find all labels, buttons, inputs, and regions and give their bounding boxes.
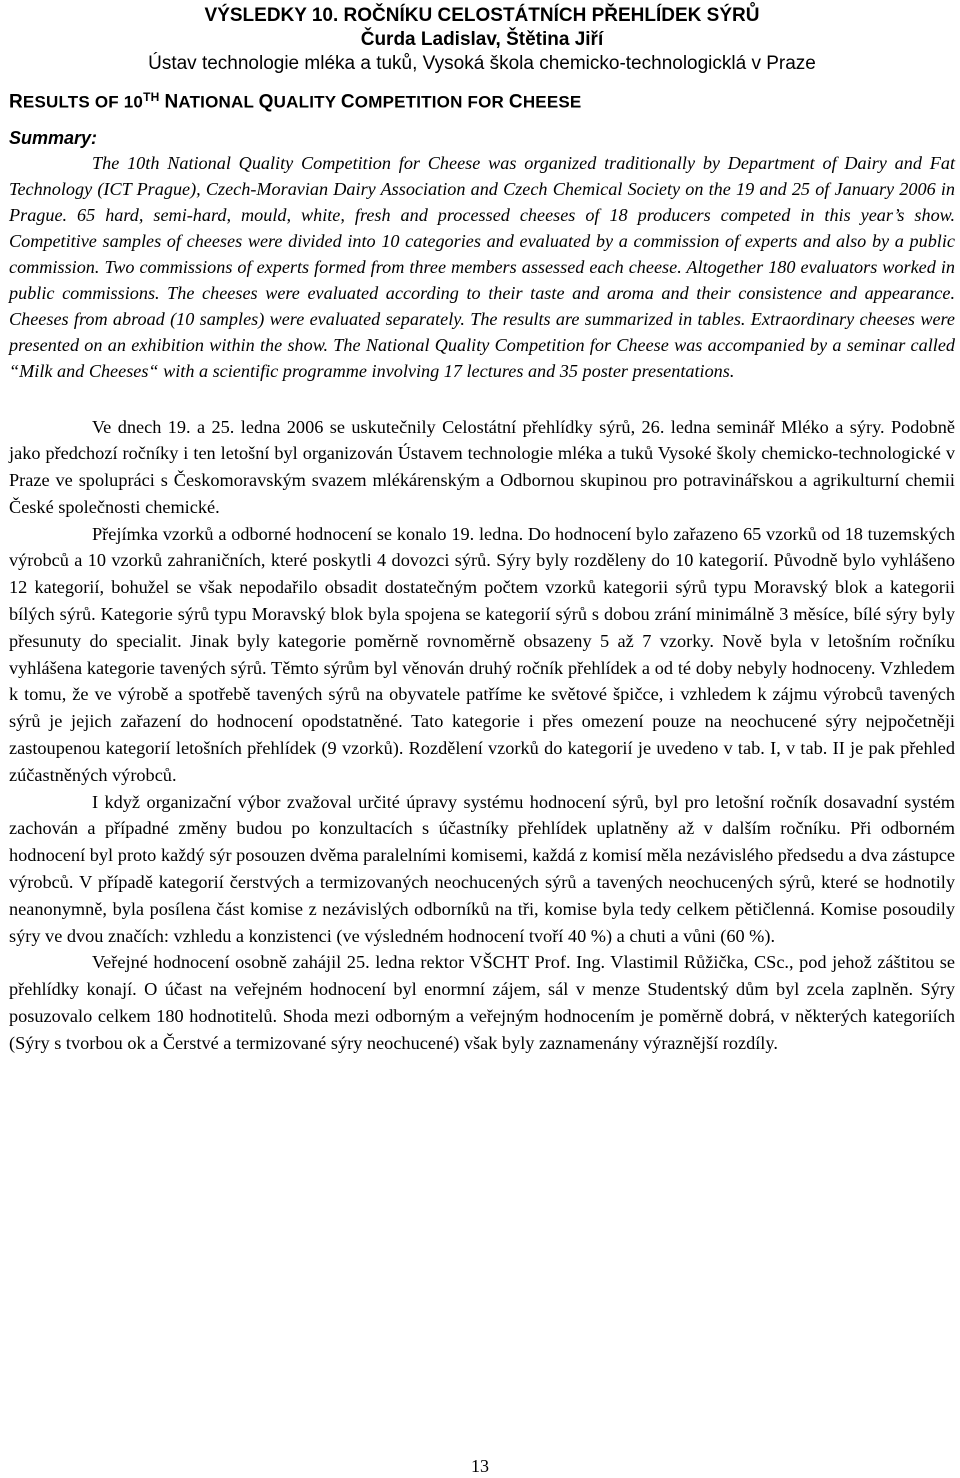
english-title: RESULTS OF 10TH NATIONAL QUALITY COMPETITION FOR CHEESE — [9, 90, 582, 113]
summary-label: Summary: — [9, 127, 98, 148]
document-title: VÝSLEDKY 10. ROČNÍKU CELOSTÁTNÍCH PŘEHLÍDEK SÝRŮ — [204, 5, 760, 26]
summary-text: The 10th National Quality Competition for Cheese was organized traditionally by Department of Dairy and Fat Technology (ICT Prague), Czech-Moravian Dairy Association and Czech Chemical Society on the 19 and 25 of January 2006 in Prague. 65 hard, semi-hard, mould, white, fresh and processed cheeses of 18 producers competed in this year’s show. Competitive samples of cheeses were divided into 10 categories and evaluated by a commission of experts and also by a public commission. Two commissions of experts formed from three members assessed each cheese. Altogether 180 evaluators worked in public commissions. The cheeses were evaluated according to their taste and aroma and their consistence and appearance. Cheeses from abroad (10 samples) were evaluated separately. The results are summarized in tables. Extraordinary cheeses were presented on an exhibition within the show. The National Quality Competition for Cheese was accompanied by a seminar called “Milk and Cheeses“ with a scientific programme involving 17 lectures and 35 poster presentations. — [9, 152, 955, 382]
body-paragraph: Přejímka vzorků a odborné hodnocení se konalo 19. ledna. Do hodnocení bylo zařazeno 65 vzorků od 18 tuzemských výrobců a 10 vzorků zahraničních, které poskytli 4 dovozci sýrů. Sýry byly rozděleny do 10 kategorií. Původně bylo vyhlášeno 12 kategorií, bohužel se však nepodařilo obsadit dostatečným počtem vzorků kategorii sýrů typu Moravský blok a kategorii bílých sýrů. Kategorie sýrů typu Moravský blok byla spojena se kategorií sýrů s dobou zrání minimálně 3 měsíce, bílé sýry byly přesunuty do specialit. Jinak byly kategorie poměrně rovnoměrně obsazeny 5 až 7 vzorky. Nově byla v letošním ročníku vyhlášena kategorie tavených sýrů. Těmto sýrům byl věnován druhý ročník přehlídek a od té doby nebyly hodnoceny. Vzhledem k tomu, že ve výrobě a spotřebě tavených sýrů na obyvatele patříme ke světové špičce, i vzhledem k zájmu výrobců tavených sýrů je jejich zařazení do hodnocení opodstatněné. Tato kategorie i přes omezení pouze na neochucené sýry nejpočetněji zastoupenou kategorií letošních přehlídek (9 vzorků). Rozdělení vzorků do kategorií je uvedeno v tab. I, v tab. II je pak přehled zúčastněných výrobců. — [9, 523, 955, 785]
body-paragraph: Veřejné hodnocení osobně zahájil 25. ledna rektor VŠCHT Prof. Ing. Vlastimil Růžička, CSc., pod jehož záštitou se přehlídky konají. O účast na veřejném hodnocení byl enormní zájem, sál v menze Studentský dům byl zcela zaplněn. Sýry posuzovalo celkem 180 hodnotitelů. Shoda mezi odborným a veřejným hodnocením je poměrně dobrá, v některých kategoriích (Sýry s tvorbou ok a Čerstvé a termizované sýry neochucené) však byly zaznamenány výraznější rozdíly. — [9, 952, 955, 1053]
body-paragraph: Ve dnech 19. a 25. ledna 2006 se uskutečnily Celostátní přehlídky sýrů, 26. ledna seminář Mléko a sýry. Podobně jako předchozí ročníky i ten letošní byl organizován Ústavem technologie mléka a tuků Vysoké školy chemicko-technologické v Praze ve spolupráci s Českomoravským svazem mlékárenským a Odbornou skupinou pro potravinářskou a agrikulturní chemii České společnosti chemické. — [9, 416, 955, 517]
document-authors: Čurda Ladislav, Štětina Jiří — [360, 29, 604, 50]
document-institution: Ústav technologie mléka a tuků, Vysoká škola chemicko-technologicklá v Praze — [148, 53, 816, 74]
document-page — [9, 0, 955, 1057]
body-paragraph: I když organizační výbor zvažoval určité úpravy systému hodnocení sýrů, byl pro letošní ročník dosavadní systém zachován a případné změny budou po konzultacích s účastníky přehlídek uplatněny až v dalším ročníku. Při odborném hodnocení byl proto každý sýr posouzen dvěma paralelními komisemi, každá z komisí měla nezávislého předsedu a dva zástupce výrobců. V případě kategorií čerstvých a termizovaných neochucených sýrů a tavených neochucených sýrů, které se hodnotily neanonymně, byla posílena část komise z nezávislých odborníků na tři, komise byla tedy celkem pětičlenná. Komise posoudily sýry ve dvou značích: vzhledu a konzistenci (ve výsledném hodnocení tvoří 40 %) a chuti a vůni (60 %). — [9, 791, 955, 946]
document-header — [9, 4, 955, 76]
body-text — [9, 414, 955, 1057]
page-number: 13 — [471, 1456, 489, 1476]
